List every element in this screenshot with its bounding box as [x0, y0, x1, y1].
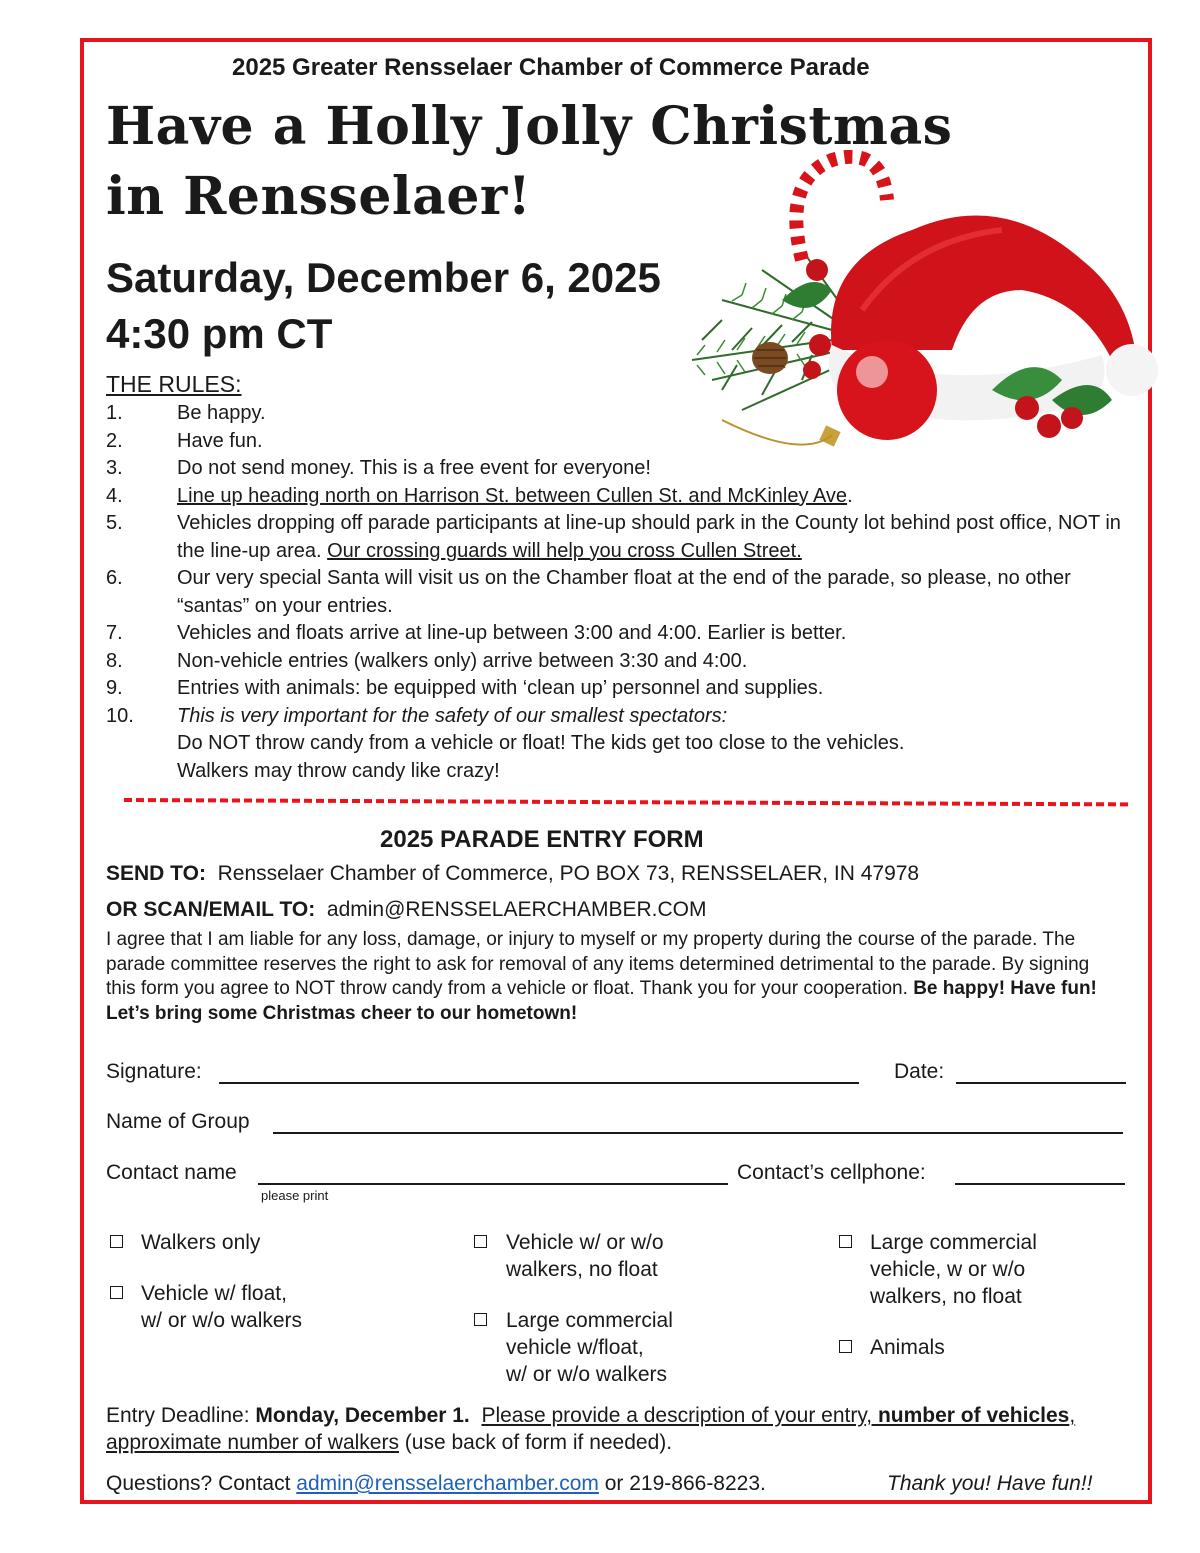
thank-you-note: Thank you! Have fun!! [887, 1472, 1093, 1495]
large-commercial-float-checkbox[interactable] [474, 1313, 487, 1326]
vehicle-no-float-label: Vehicle w/ or w/o walkers, no float [506, 1231, 664, 1281]
questions-line: Questions? Contact admin@rensselaerchamber.com or 219-866-8223. [106, 1472, 766, 1495]
large-commercial-float-label: Large commercial vehicle w/float, w/ or w/o walkers [506, 1309, 673, 1386]
rule-item: 2. Have fun. [106, 429, 263, 452]
event-name: 2025 Greater Rensselaer Chamber of Commerce Parade [232, 54, 870, 81]
rule-item: 4. Line up heading north on Harrison St. between Cullen St. and McKinley Ave. [106, 484, 853, 507]
rule-item: 8. Non-vehicle entries (walkers only) arrive between 3:30 and 4:00. [106, 649, 748, 672]
group-name-line[interactable] [273, 1132, 1123, 1134]
entry-deadline: Entry Deadline: Monday, December 1. Please provide a description of your entry, number of vehicles, approximate number of walkers (use back of form if needed). [106, 1404, 1076, 1454]
rule-item: 6. Our very special Santa will visit us on the Chamber float at the end of the parade, so please, no other “santas” on your entries. [106, 567, 1071, 617]
rules-heading: THE RULES: [106, 371, 242, 397]
rule-item: 3. Do not send money. This is a free event for everyone! [106, 457, 651, 479]
cellphone-line[interactable] [955, 1183, 1125, 1185]
date-line[interactable] [956, 1082, 1126, 1084]
liability-agreement: I agree that I am liable for any loss, damage, or injury to myself or my property during the course of the parade. The parade committee reserves the right to ask for removal of any items determined detrimental to the parade. By signing this form you agree to NOT throw candy from a vehicle or float. Thank you for your cooperation. Be happy! Have fun! Let’s bring some Christmas cheer to our hometown! [106, 929, 1097, 1024]
signature-line[interactable] [219, 1082, 859, 1084]
headline-line-1: Have a Holly Jolly Christmas [106, 96, 953, 157]
rule-item: 5. Vehicles dropping off parade participants at line-up should park in the County lot behind post office, NOT in the line-up area. Our crossing guards will help you cross Cullen Street. [106, 512, 1121, 562]
event-time: 4:30 pm CT [106, 310, 333, 357]
rule-item: 7. Vehicles and floats arrive at line-up between 3:00 and 4:00. Earlier is better. [106, 622, 847, 644]
please-print-hint: please print [261, 1188, 329, 1203]
walkers-only-checkbox[interactable] [110, 1235, 123, 1248]
animals-label: Animals [870, 1336, 945, 1359]
rule-item: 1. Be happy. [106, 402, 266, 424]
headline-line-2: in Rensselaer! [106, 166, 532, 227]
group-name-label: Name of Group [106, 1110, 250, 1133]
send-to-line: SEND TO: Rensselaer Chamber of Commerce, PO BOX 73, RENSSELAER, IN 47978 [106, 862, 920, 885]
scan-email-line: OR SCAN/EMAIL TO: admin@RENSSELAERCHAMBER.COM [106, 898, 707, 921]
form-title: 2025 PARADE ENTRY FORM [380, 826, 704, 853]
vehicle-float-label: Vehicle w/ float, w/ or w/o walkers [141, 1282, 303, 1332]
contact-name-label: Contact name [106, 1161, 237, 1184]
date-label: Date: [894, 1060, 945, 1083]
rules-list [106, 400, 1146, 785]
walkers-only-label: Walkers only [141, 1231, 261, 1254]
contact-name-line[interactable] [258, 1183, 728, 1185]
large-commercial-no-float-label: Large commercial vehicle, w or w/o walkers, no float [870, 1231, 1037, 1308]
animals-checkbox[interactable] [839, 1340, 852, 1353]
rule-item: 10. This is very important for the safety of our smallest spectators: Do NOT throw candy from a vehicle or float! The kids get too close to the vehicles. Walkers may throw candy like crazy! [106, 704, 905, 782]
vehicle-float-checkbox[interactable] [110, 1286, 123, 1299]
rule-item: 9. Entries with animals: be equipped with ‘clean up’ personnel and supplies. [106, 677, 824, 699]
event-date: Saturday, December 6, 2025 [106, 254, 661, 301]
large-commercial-no-float-checkbox[interactable] [839, 1235, 852, 1248]
vehicle-no-float-checkbox[interactable] [474, 1235, 487, 1248]
contact-email-link[interactable]: admin@rensselaerchamber.com [296, 1472, 599, 1495]
signature-label: Signature: [106, 1060, 202, 1083]
cellphone-label: Contact’s cellphone: [737, 1161, 926, 1184]
